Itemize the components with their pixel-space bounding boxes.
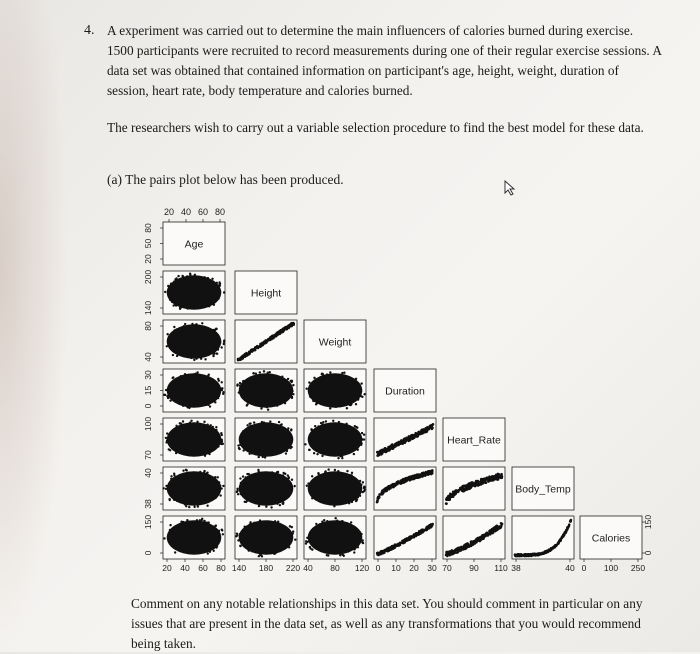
part-a-label: (a) The pairs plot below has been produced. [107, 172, 344, 187]
scatter-panel-6-4 [443, 516, 505, 559]
bottom-axis-tick: 20 [409, 563, 419, 573]
variable-label: Age [184, 238, 204, 251]
variable-label: Calories [591, 532, 631, 545]
left-axis-tick: 200 [143, 269, 153, 285]
variable-label: Duration [385, 385, 425, 398]
bottom-axis-tick: 40 [180, 563, 190, 573]
bottom-axis-tick: 40 [303, 563, 313, 573]
scatter-panel-4-3 [374, 418, 436, 461]
left-axis-tick: 80 [143, 223, 153, 233]
bottom-axis-tick: 10 [391, 563, 401, 573]
scatter-panel-4-1 [235, 418, 297, 461]
bottom-axis-tick: 0 [375, 563, 381, 573]
scatter-panel-3-2 [304, 369, 366, 412]
left-axis-tick: 70 [143, 450, 153, 460]
scatter-panel-5-1 [235, 467, 297, 510]
scatter-panel-3-1 [235, 369, 297, 412]
bottom-axis-tick: 100 [603, 563, 619, 573]
comment-prompt: Comment on any notable relationships in this data set. You should comment in particular on any issues that are present in the data set, as well as any transformations that you would recommend being taken. [131, 596, 643, 651]
left-axis-tick: 20 [143, 254, 153, 264]
right-axis-tick: 150 [643, 514, 653, 530]
variable-label: Heart_Rate [447, 434, 501, 447]
top-axis-tick: 40 [180, 207, 192, 217]
scatter-panel-6-5 [512, 516, 574, 559]
bottom-axis-tick: 90 [469, 563, 479, 573]
scatter-panel-5-0 [162, 467, 225, 510]
bottom-axis-tick: 40 [565, 563, 575, 573]
left-axis-tick: 80 [143, 321, 153, 331]
question-number: 4. [84, 23, 95, 38]
left-axis-tick: 30 [143, 370, 153, 380]
bottom-axis-tick: 180 [258, 563, 274, 573]
bottom-axis-tick: 80 [216, 563, 226, 573]
scatter-panel-4-0 [163, 418, 225, 461]
left-axis-tick: 15 [143, 385, 153, 396]
bottom-axis-tick: 80 [330, 563, 340, 573]
scatter-panel-1-0 [163, 271, 225, 314]
bottom-axis-tick: 38 [511, 563, 521, 573]
scatter-panel-6-1 [235, 516, 297, 559]
top-axis-tick: 60 [197, 207, 209, 217]
question-intro: A experiment was carried out to determine the main influencers of calories burned during exercise. 1500 participants were recruited to record measurements during one of their regular exercise sessions. A data set was obtained that contained information on participant's age, height, weight, duration of session, heart rate, body temperature and calories burned. [107, 23, 662, 98]
bottom-axis-tick: 120 [354, 563, 370, 573]
left-axis-tick: 38 [143, 499, 153, 509]
scatter-panel-2-1 [235, 320, 297, 363]
left-axis-tick: 100 [143, 416, 153, 432]
variable-label: Height [250, 287, 282, 300]
bottom-axis-tick: 60 [198, 563, 208, 573]
top-axis-tick: 20 [163, 207, 175, 217]
bottom-axis-tick: 70 [442, 563, 452, 573]
left-axis-tick: 0 [143, 550, 153, 556]
bottom-axis-tick: 30 [427, 563, 437, 573]
scatter-panel-5-3 [374, 467, 436, 510]
left-axis-tick: 40 [143, 468, 153, 478]
bottom-axis-tick: 0 [581, 563, 587, 573]
left-axis-tick: 50 [143, 238, 153, 249]
scatter-panel-4-2 [304, 418, 366, 461]
bottom-axis-tick: 220 [285, 563, 301, 573]
question-researchers: The researchers wish to carry out a variable selection procedure to find the best model for these data. [107, 120, 644, 135]
left-axis-tick: 140 [143, 300, 153, 316]
bottom-axis-tick: 20 [162, 563, 172, 573]
scatter-panel-6-2 [304, 516, 366, 559]
left-axis-tick: 40 [143, 352, 153, 362]
variable-label: Weight [318, 336, 352, 349]
scatter-panel-5-2 [304, 467, 366, 510]
bottom-axis-tick: 110 [494, 563, 508, 573]
variable-label: Body_Temp [515, 483, 571, 496]
top-axis-tick: 80 [214, 207, 226, 217]
right-axis-tick: 0 [643, 550, 653, 556]
bottom-axis-tick: 250 [630, 563, 646, 573]
scatter-panel-6-3 [374, 516, 436, 559]
bottom-axis-tick: 140 [231, 563, 247, 573]
left-axis-tick: 150 [143, 514, 153, 530]
scatter-panel-6-0 [163, 516, 225, 559]
scatter-panel-3-0 [163, 369, 225, 412]
left-axis-tick: 0 [143, 403, 153, 409]
scatter-panel-5-4 [443, 467, 505, 510]
scatter-panel-2-0 [163, 320, 225, 363]
